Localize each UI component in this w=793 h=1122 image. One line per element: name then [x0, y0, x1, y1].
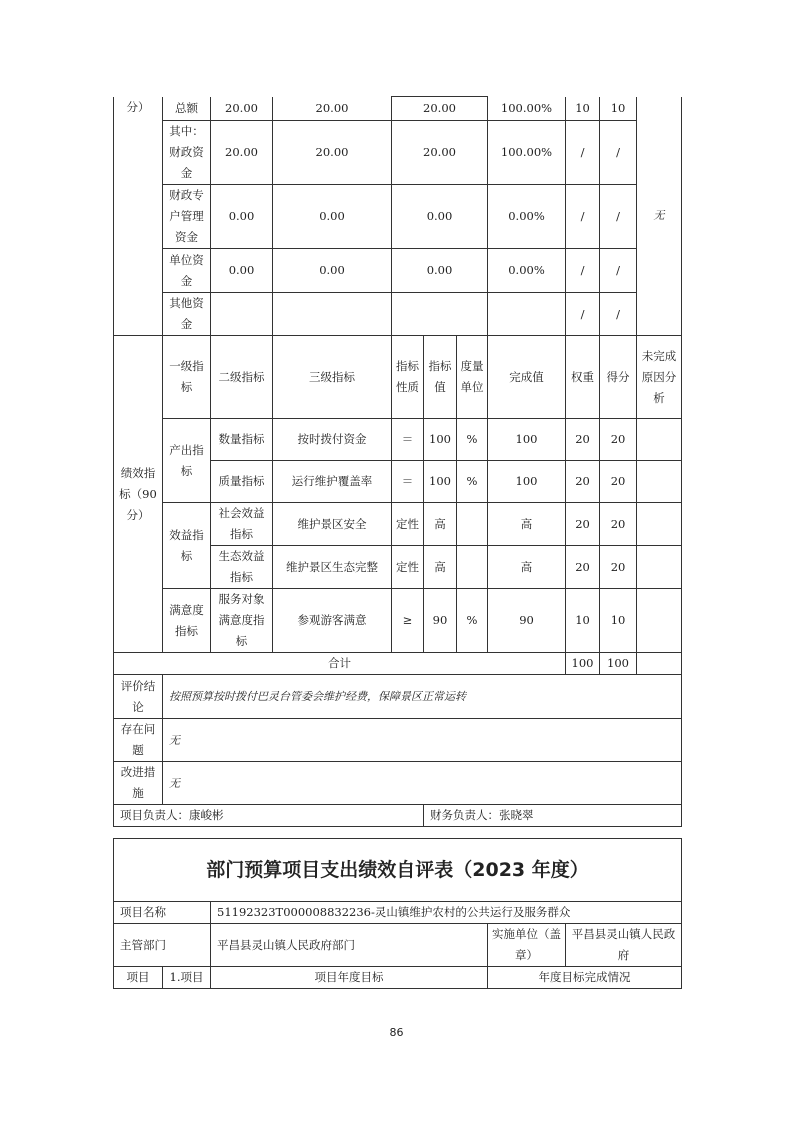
adjusted-amount: 20.00 — [273, 121, 392, 185]
total-row — [114, 653, 682, 675]
unit-value: 平昌县灵山镇人民政府 — [566, 924, 682, 967]
measures-label: 改进措施 — [114, 762, 163, 805]
adjusted-amount — [273, 293, 392, 336]
fund-type: 总额 — [163, 97, 211, 121]
indicator-value: 高 — [424, 546, 457, 589]
funds-row — [114, 249, 682, 293]
completed-value: 高 — [488, 546, 566, 589]
executed-amount: 0.00 — [392, 249, 488, 293]
problems-text: 无 — [163, 719, 682, 762]
weight: 10 — [566, 589, 600, 653]
indicator-unit: % — [457, 589, 488, 653]
executed-amount: 0.00 — [392, 185, 488, 249]
weight: 20 — [566, 461, 600, 503]
level3-indicator: 参观游客满意 — [273, 589, 392, 653]
unfinished-reason — [637, 503, 682, 546]
level3-indicator: 运行维护覆盖率 — [273, 461, 392, 503]
fund-type: 单位资金 — [163, 249, 211, 293]
perf-header: 完成值 — [488, 336, 566, 419]
score: / — [600, 121, 637, 185]
score: 20 — [600, 546, 637, 589]
unfinished-reason — [637, 546, 682, 589]
measures-text: 无 — [163, 762, 682, 805]
perf-header-row — [114, 336, 682, 419]
completed-value: 100 — [488, 461, 566, 503]
perf-header: 指标性质 — [392, 336, 424, 419]
funds-row — [114, 97, 682, 121]
problems-row — [114, 719, 682, 762]
done-label: 年度目标完成情况 — [488, 967, 682, 989]
funds-row — [114, 293, 682, 336]
item-label: 项目 — [114, 967, 163, 989]
project-name-label: 项目名称 — [114, 902, 211, 924]
level3-indicator: 按时拨付资金 — [273, 419, 392, 461]
score: / — [600, 249, 637, 293]
budget-amount: 20.00 — [211, 121, 273, 185]
adjusted-amount: 0.00 — [273, 249, 392, 293]
conclusion-row — [114, 675, 682, 719]
goal-label: 项目年度目标 — [211, 967, 488, 989]
indicator-unit: % — [457, 419, 488, 461]
level2-indicator: 服务对象满意度指标 — [211, 589, 273, 653]
funds-row — [114, 121, 682, 185]
perf-row — [114, 503, 682, 546]
total-reason — [637, 653, 682, 675]
total-score: 100 — [600, 653, 637, 675]
funds-reason: 无 — [637, 97, 682, 336]
fund-type: 财政专户管理资金 — [163, 185, 211, 249]
weight: / — [566, 293, 600, 336]
dept-value: 平昌县灵山镇人民政府部门 — [211, 924, 488, 967]
unfinished-reason — [637, 461, 682, 503]
measures-row — [114, 762, 682, 805]
adjusted-amount: 20.00 — [273, 97, 392, 121]
budget-form-table — [113, 838, 682, 989]
score: 20 — [600, 419, 637, 461]
budget-amount — [211, 293, 273, 336]
problems-label: 存在问题 — [114, 719, 163, 762]
indicator-unit — [457, 503, 488, 546]
level1-indicator: 满意度指标 — [163, 589, 211, 653]
project-name-value: 51192323T000008832236-灵山镇维护农村的公共运行及服务群众 — [211, 902, 682, 924]
total-label: 合计 — [114, 653, 566, 675]
execution-rate: 0.00% — [488, 185, 566, 249]
funds-section-label: 分） — [114, 97, 163, 336]
execution-rate: 0.00% — [488, 249, 566, 293]
performance-table — [113, 96, 682, 827]
perf-row — [114, 589, 682, 653]
perf-header: 一级指标 — [163, 336, 211, 419]
form-title: 部门预算项目支出绩效自评表（2023 年度） — [114, 839, 682, 902]
weight: 20 — [566, 419, 600, 461]
conclusion-text: 按照预算按时拨付巴灵台管委会维护经费，保障景区正常运转 — [163, 675, 682, 719]
weight: 10 — [566, 97, 600, 121]
fund-type: 其他资金 — [163, 293, 211, 336]
score: / — [600, 293, 637, 336]
budget-amount: 20.00 — [211, 97, 273, 121]
weight: / — [566, 121, 600, 185]
level3-indicator: 维护景区生态完整 — [273, 546, 392, 589]
unfinished-reason — [637, 419, 682, 461]
completed-value: 100 — [488, 419, 566, 461]
perf-row — [114, 419, 682, 461]
fund-type: 其中：财政资金 — [163, 121, 211, 185]
weight: 20 — [566, 503, 600, 546]
level1-indicator: 产出指标 — [163, 419, 211, 503]
indicator-nature: 定性 — [392, 503, 424, 546]
indicator-value: 100 — [424, 419, 457, 461]
indicator-value: 高 — [424, 503, 457, 546]
adjusted-amount: 0.00 — [273, 185, 392, 249]
perf-header: 二级指标 — [211, 336, 273, 419]
indicator-value: 90 — [424, 589, 457, 653]
perf-header: 未完成原因分析 — [637, 336, 682, 419]
score: 20 — [600, 461, 637, 503]
indicator-unit — [457, 546, 488, 589]
execution-rate — [488, 293, 566, 336]
funds-row — [114, 185, 682, 249]
weight: / — [566, 185, 600, 249]
project-leader: 项目负责人：康峻彬 — [114, 805, 424, 827]
executed-amount — [392, 293, 488, 336]
perf-header: 度量单位 — [457, 336, 488, 419]
level3-indicator: 维护景区安全 — [273, 503, 392, 546]
unfinished-reason — [637, 589, 682, 653]
perf-section-label: 绩效指标（90分） — [114, 336, 163, 653]
indicator-nature: ≥ — [392, 589, 424, 653]
completed-value: 高 — [488, 503, 566, 546]
indicator-unit: % — [457, 461, 488, 503]
weight: / — [566, 249, 600, 293]
level2-indicator: 社会效益指标 — [211, 503, 273, 546]
score: 10 — [600, 589, 637, 653]
execution-rate: 100.00% — [488, 121, 566, 185]
total-weight: 100 — [566, 653, 600, 675]
perf-header: 指标值 — [424, 336, 457, 419]
score: / — [600, 185, 637, 249]
level1-indicator: 效益指标 — [163, 503, 211, 589]
level2-indicator: 质量指标 — [211, 461, 273, 503]
page-number: 86 — [389, 1026, 404, 1039]
executed-amount: 20.00 — [392, 97, 488, 121]
indicator-value: 100 — [424, 461, 457, 503]
conclusion-label: 评价结论 — [114, 675, 163, 719]
signers-row — [114, 805, 682, 827]
unit-label: 实施单位（盖章） — [488, 924, 566, 967]
level2-indicator: 生态效益指标 — [211, 546, 273, 589]
perf-header: 权重 — [566, 336, 600, 419]
executed-amount: 20.00 — [392, 121, 488, 185]
score: 20 — [600, 503, 637, 546]
level2-indicator: 数量指标 — [211, 419, 273, 461]
item-no: 1.项目 — [163, 967, 211, 989]
budget-amount: 0.00 — [211, 185, 273, 249]
score: 10 — [600, 97, 637, 121]
execution-rate: 100.00% — [488, 97, 566, 121]
indicator-nature: 定性 — [392, 546, 424, 589]
indicator-nature: ＝ — [392, 461, 424, 503]
perf-header: 得分 — [600, 336, 637, 419]
finance-leader: 财务负责人：张晓翠 — [424, 805, 682, 827]
budget-amount: 0.00 — [211, 249, 273, 293]
weight: 20 — [566, 546, 600, 589]
dept-label: 主管部门 — [114, 924, 211, 967]
completed-value: 90 — [488, 589, 566, 653]
perf-header: 三级指标 — [273, 336, 392, 419]
indicator-nature: ＝ — [392, 419, 424, 461]
